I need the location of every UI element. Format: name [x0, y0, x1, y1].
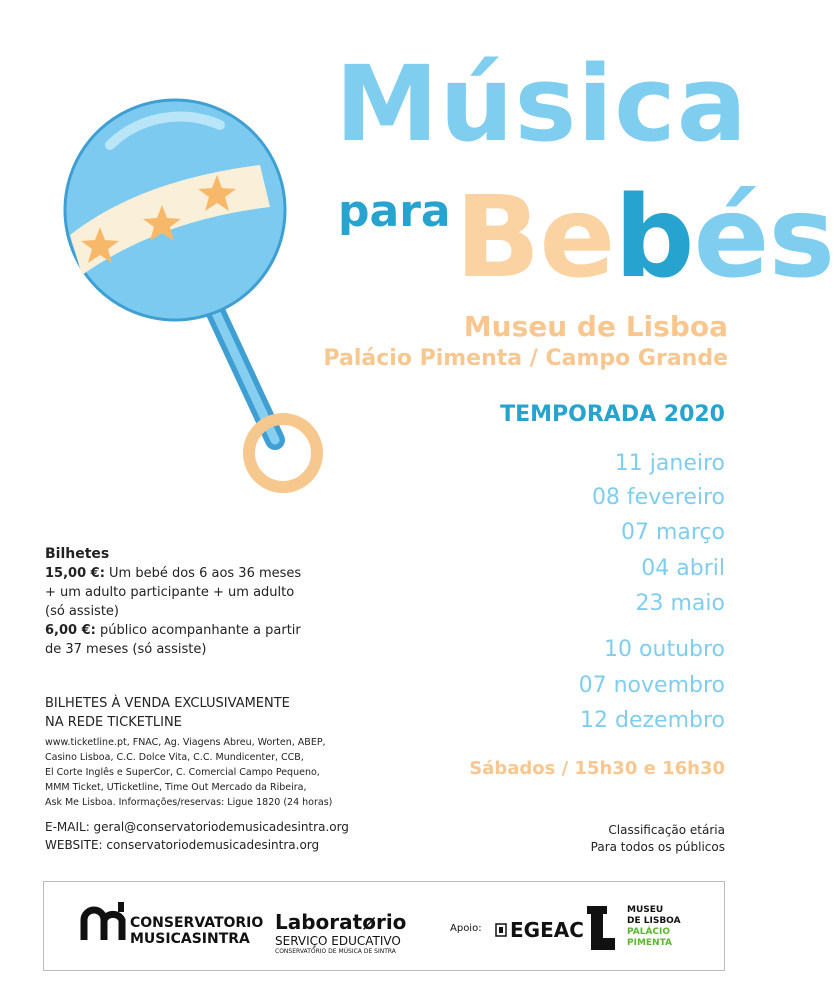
tickets-section [45, 545, 345, 659]
sale-section [45, 694, 365, 810]
age-rating [591, 822, 725, 856]
outlet-line: www.ticketline.pt, FNAC, Ag. Viagens Abreu, Worten, ABEP, [45, 737, 326, 748]
venue-location: Palácio Pimenta / Campo Grande [323, 346, 728, 371]
rating-line1: Classificação etária [608, 823, 725, 837]
ticket-price-2 [45, 621, 345, 640]
price2-text: público acompanhante a partir [95, 623, 301, 638]
price2-amount: 6,00 €: [45, 623, 96, 638]
date-item: 10 outubro [604, 637, 725, 662]
sale-outlets [45, 735, 365, 810]
price1-line2: + um adulto participante + um adulto [45, 585, 295, 600]
title-bebes-part1: Be [455, 173, 615, 303]
outlet-line: MMM Ticket, UTicketline, Time Out Mercado da Ribeira, [45, 782, 307, 793]
ticket-price-1 [45, 564, 345, 583]
tickets-heading: Bilhetes [45, 546, 110, 562]
date-item: 11 janeiro [614, 451, 725, 476]
title-bebes [455, 173, 834, 303]
email-text: E-MAIL: geral@conservatoriodemusicadesintra.org [45, 820, 349, 834]
museu-line4: PIMENTA [627, 938, 672, 948]
venue-name: Museu de Lisboa [463, 310, 728, 343]
conservatorio-logo-icon [82, 902, 126, 942]
outlet-line: Casino Lisboa, C.C. Dolce Vita, C.C. Mundicenter, CCB, [45, 752, 304, 763]
price1-text: Um bebé dos 6 aos 36 meses [104, 566, 302, 581]
lisboa-crest-icon [494, 922, 508, 938]
date-item: 12 dezembro [580, 708, 725, 733]
museu-line3: PALÁCIO [627, 927, 671, 937]
date-item: 08 fevereiro [591, 485, 725, 510]
museu-line1: MUSEU [627, 905, 664, 915]
price2-line2: de 37 meses (só assiste) [45, 642, 207, 657]
price1-amount: 15,00 €: [45, 566, 105, 581]
date-item: 07 março [620, 520, 725, 545]
outlet-line: El Corte Inglês e SuperCor, C. Comercial Campo Pequeno, [45, 767, 320, 778]
title-musica: Música [335, 43, 748, 165]
outlet-line: Ask Me Lisboa. Informações/reservas: Ligue 1820 (24 horas) [45, 797, 333, 808]
laboratorio-logo: Laboratørio [275, 910, 407, 934]
apoio-label: Apoio: [450, 923, 482, 934]
rattle-illustration [70, 95, 340, 505]
title-para: para [338, 186, 451, 237]
sale-heading-2: NA REDE TICKETLINE [45, 715, 182, 730]
date-item: 07 novembro [578, 673, 725, 698]
title-bebes-part2: b [614, 173, 694, 303]
conservatorio-logo-line1: CONSERVATORIO [130, 915, 264, 931]
title-bebes-part3: és [693, 173, 834, 303]
date-item: 04 abril [641, 556, 725, 581]
sale-heading-1: BILHETES À VENDA EXCLUSIVAMENTE [45, 696, 290, 711]
laboratorio-caption: CONSERVATÓRIO DE MÚSICA DE SINTRA [275, 948, 396, 955]
footer-logos [43, 881, 725, 971]
museu-lisboa-logo-icon [587, 906, 617, 950]
egeac-logo: EGEAC [510, 918, 584, 942]
contacts-section [45, 818, 349, 854]
conservatorio-logo-line2: MUSICASINTRA [130, 931, 250, 947]
season-heading: TEMPORADA 2020 [500, 402, 725, 427]
date-item: 23 maio [635, 591, 725, 616]
rating-line2: Para todos os públicos [590, 840, 725, 854]
price1-line3: (só assiste) [45, 604, 119, 619]
museu-line2: DE LISBOA [627, 916, 681, 926]
website-text: WEBSITE: conservatoriodemusicadesintra.org [45, 838, 320, 852]
schedule-text: Sábados / 15h30 e 16h30 [469, 758, 725, 779]
laboratorio-subtitle: SERVIÇO EDUCATIVO [275, 934, 401, 948]
